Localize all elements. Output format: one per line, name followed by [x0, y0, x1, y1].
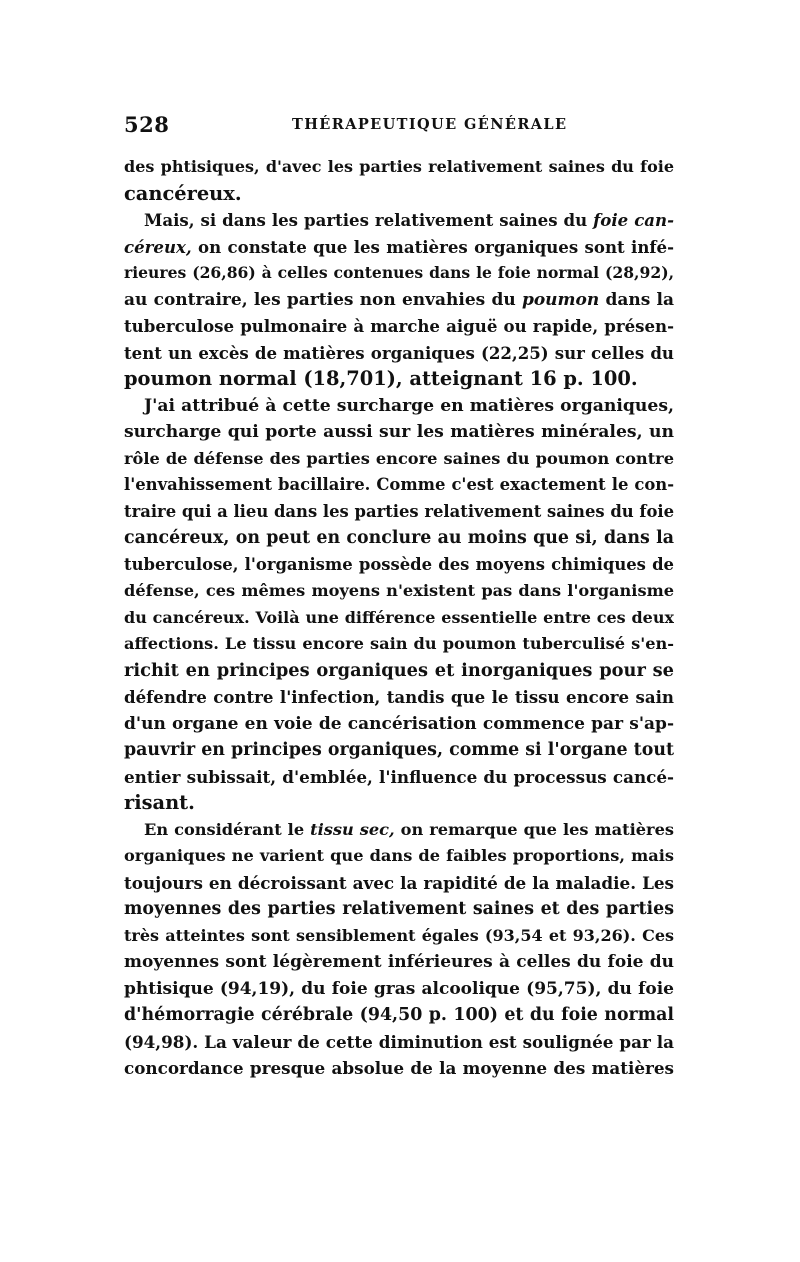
- text-line: toujours en décroissant avec la rapidité de la maladie. Les: [124, 872, 674, 893]
- page-number: 528: [124, 112, 170, 137]
- text-line: affections. Le tissu encore sain du poumon tuberculisé s'en-: [124, 634, 674, 653]
- text-line: tuberculose pulmonaire à marche aiguë ou rapide, présen-: [124, 316, 674, 336]
- text-line: cancéreux.: [124, 181, 242, 205]
- running-title: THÉRAPEUTIQUE GÉNÉRALE: [292, 116, 568, 133]
- text-line: cancéreux, on peut en conclure au moins que si, dans la: [124, 528, 674, 548]
- text-line: pauvrir en principes organiques, comme si l'organe tout: [124, 740, 674, 760]
- text-line: moyennes des parties relativement saines et des parties: [124, 899, 674, 919]
- text-line: au contraire, les parties non envahies du poumon dans la: [124, 289, 674, 310]
- italic-term: poumon: [521, 289, 600, 310]
- body-text: [124, 154, 674, 1082]
- text-line: surcharge qui porte aussi sur les matières minérales, un: [124, 422, 674, 442]
- text-line: J'ai attribué à cette surcharge en matières organiques,: [144, 395, 674, 416]
- text-line: tuberculose, l'organisme possède des moyens chimiques de: [124, 554, 674, 574]
- text-line: très atteintes sont sensiblement égales (93,54 et 93,26). Ces: [124, 925, 674, 945]
- text-line: défendre contre l'infection, tandis que le tissu encore sain: [124, 687, 674, 707]
- text-line: En considérant le tissu sec, on remarque que les matières: [144, 819, 674, 839]
- text-line: tent un excès de matières organiques (22,25) sur celles du: [124, 342, 674, 363]
- text-line: poumon normal (18,701), atteignant 16 p. 100.: [124, 367, 638, 390]
- text-line: céreux, on constate que les matières organiques sont infé-: [124, 236, 674, 257]
- text-line: d'un organe en voie de cancérisation commence par s'ap-: [124, 713, 674, 734]
- text-line: Mais, si dans les parties relativement saines du foie can-: [144, 210, 674, 230]
- text-line: richit en principes organiques et inorganiques pour se: [124, 659, 674, 681]
- text-line: du cancéreux. Voilà une différence essentielle entre ces deux: [124, 607, 674, 627]
- italic-term: tissu sec,: [310, 819, 395, 839]
- italic-term: foie can-: [593, 210, 674, 230]
- text-line: risant.: [124, 791, 195, 814]
- text-line: traire qui a lieu dans les parties relativement saines du foie: [124, 501, 674, 521]
- text-line: (94,98). La valeur de cette diminution est soulignée par la: [124, 1031, 674, 1052]
- text-line: l'envahissement bacillaire. Comme c'est exactement le con-: [124, 475, 674, 494]
- text-line: d'hémorragie cérébrale (94,50 p. 100) et du foie normal: [124, 1005, 674, 1025]
- text-line: moyennes sont légèrement inférieures à celles du foie du: [124, 952, 674, 972]
- italic-term: céreux,: [124, 236, 192, 257]
- text-line: phtisique (94,19), du foie gras alcoolique (95,75), du foie: [124, 978, 674, 999]
- text-line: des phtisiques, d'avec les parties relativement saines du foie: [124, 157, 674, 176]
- text-line: rôle de défense des parties encore saines du poumon contre: [124, 448, 674, 468]
- text-line: organiques ne varient que dans de faibles proportions, mais: [124, 846, 674, 865]
- page-header: [124, 112, 674, 138]
- text-line: entier subissait, d'emblée, l'influence du processus cancé-: [124, 766, 674, 787]
- text-line: défense, ces mêmes moyens n'existent pas dans l'organisme: [124, 581, 674, 600]
- text-line: concordance presque absolue de la moyenne des matières: [124, 1058, 674, 1078]
- text-line: rieures (26,86) à celles contenues dans le foie normal (28,92),: [124, 263, 674, 282]
